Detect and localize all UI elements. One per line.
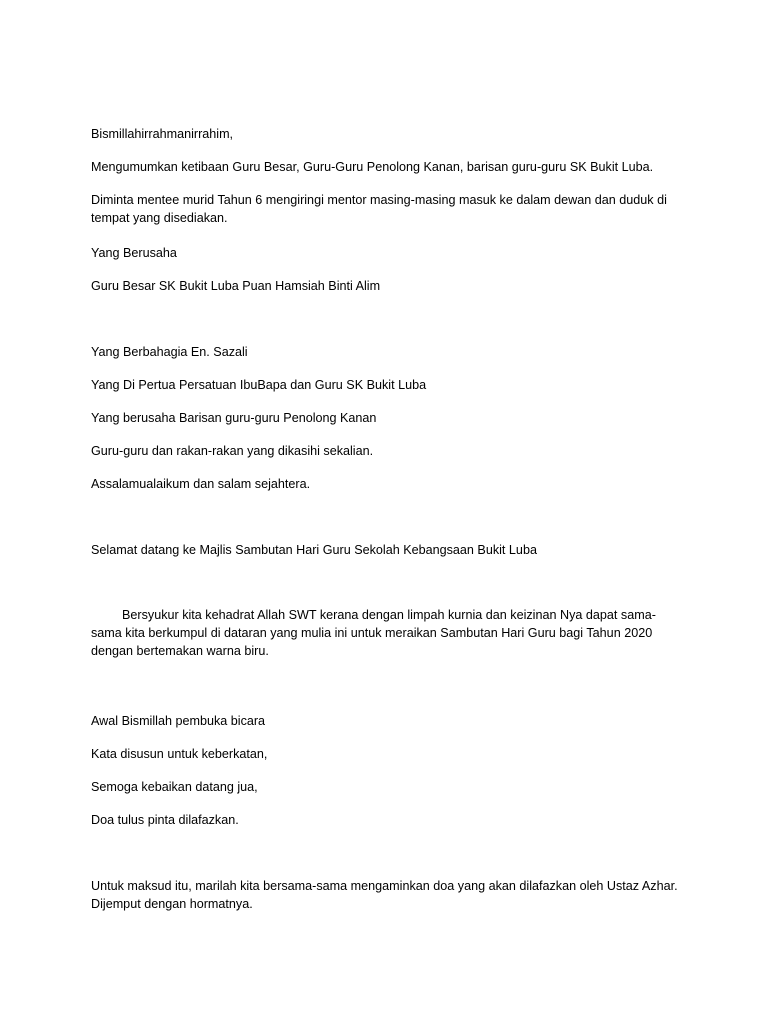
paragraph-salutation-4: Yang Di Pertua Persatuan IbuBapa dan Guru SK Bukit Luba	[91, 378, 427, 392]
paragraph-salutation-2: Guru Besar SK Bukit Luba Puan Hamsiah Binti Alim	[91, 279, 381, 293]
poem-line-4: Doa tulus pinta dilafazkan.	[91, 813, 239, 827]
paragraph-greeting: Assalamualaikum dan salam sejahtera.	[91, 477, 311, 491]
paragraph-announcement: Mengumumkan ketibaan Guru Besar, Guru-Guru Penolong Kanan, barisan guru-guru SK Bukit Luba.	[91, 160, 654, 174]
paragraph-salutation-6: Guru-guru dan rakan-rakan yang dikasihi sekalian.	[91, 444, 374, 458]
paragraph-salutation-3: Yang Berbahagia En. Sazali	[91, 345, 248, 359]
paragraph-instruction: Diminta mentee murid Tahun 6 mengiringi mentor masing-masing masuk ke dalam dewan dan duduk di tempat yang disediakan.	[91, 193, 667, 225]
poem-line-3: Semoga kebaikan datang jua,	[91, 780, 258, 794]
paragraph-salutation-5: Yang berusaha Barisan guru-guru Penolong Kanan	[91, 411, 377, 425]
poem-line-2: Kata disusun untuk keberkatan,	[91, 747, 268, 761]
paragraph-welcome: Selamat datang ke Majlis Sambutan Hari Guru Sekolah Kebangsaan Bukit Luba	[91, 543, 537, 557]
poem-line-1: Awal Bismillah pembuka bicara	[91, 714, 266, 728]
paragraph-salutation-1: Yang Berusaha	[91, 246, 177, 260]
paragraph-prayer-invitation: Untuk maksud itu, marilah kita bersama-sama mengaminkan doa yang akan dilafazkan oleh Ustaz Azhar. Dijemput dengan hormatnya.	[91, 879, 678, 911]
paragraph-gratitude: Bersyukur kita kehadrat Allah SWT kerana dengan limpah kurnia dan keizinan Nya dapat sama-sama kita berkumpul di dataran yang mulia ini untuk meraikan Sambutan Hari Guru bagi Tahun 2020 dengan bertemakan warna biru.	[91, 608, 656, 658]
paragraph-opening: Bismillahirrahmanirrahim,	[91, 127, 234, 141]
